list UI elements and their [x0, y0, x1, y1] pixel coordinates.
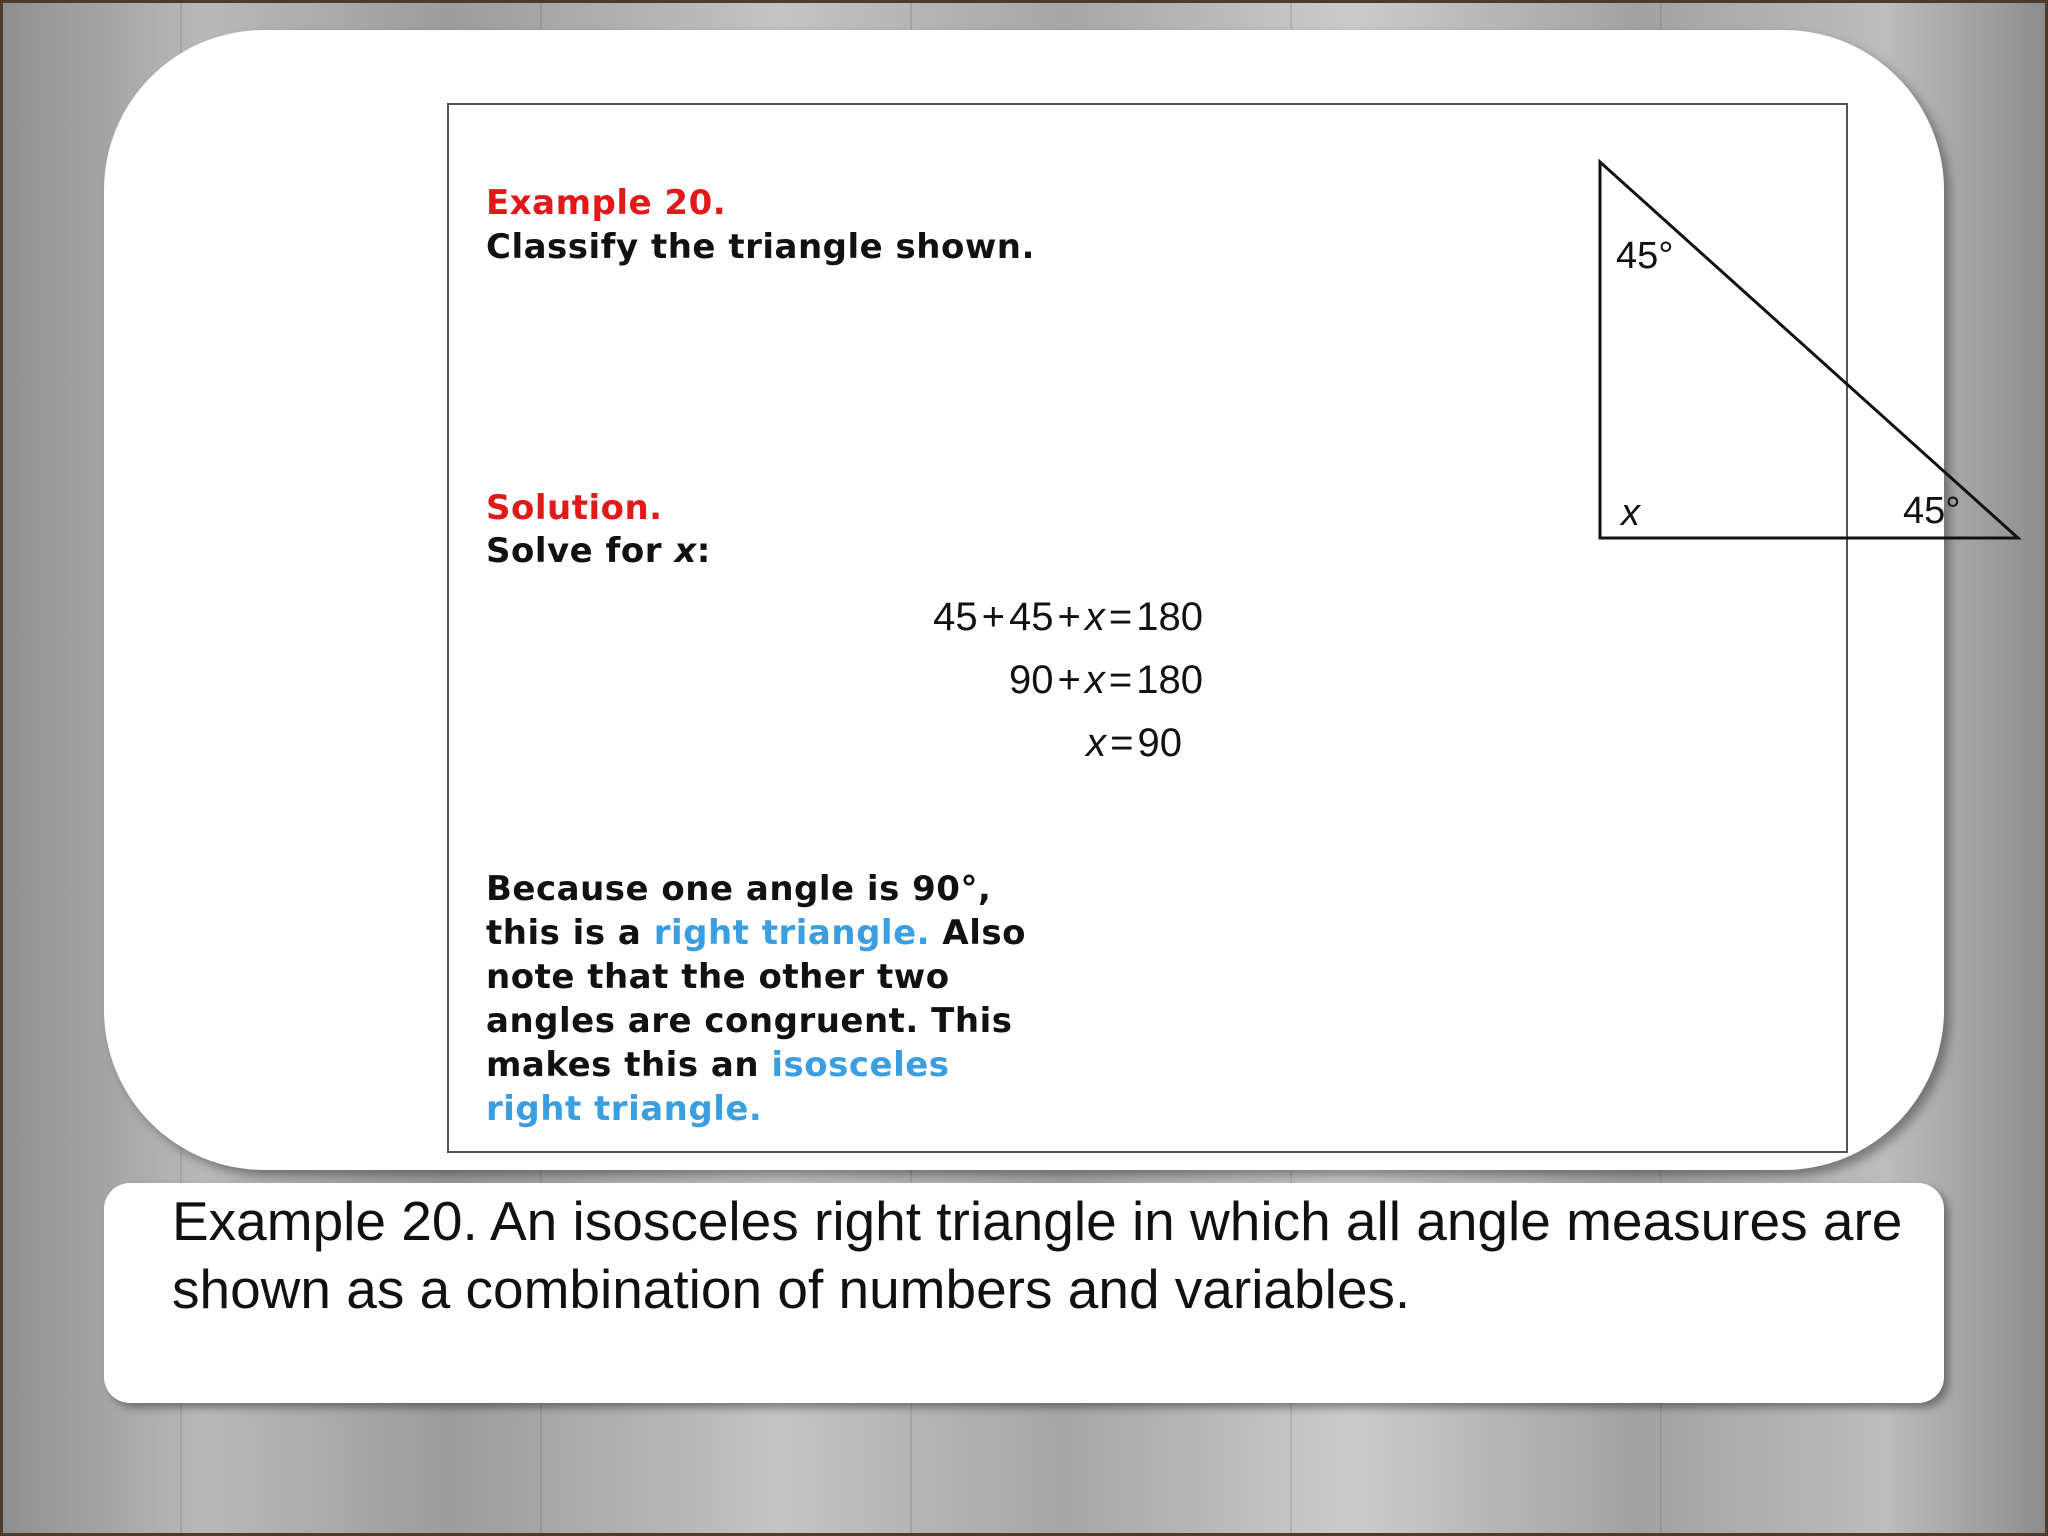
highlight-isosceles: isosceles: [771, 1045, 950, 1085]
slide-content: [447, 103, 1961, 1153]
triangle-diagram: [1249, 105, 1961, 585]
equation-line-2: [1009, 658, 1203, 703]
equation-operator: +: [1057, 658, 1081, 702]
solve-suffix: :: [696, 531, 711, 571]
explanation-text: this is a: [486, 913, 654, 953]
equation-variable: x: [1086, 721, 1107, 765]
equation-line-1: [933, 595, 1203, 640]
explanation-line: angles are congruent. This: [486, 1001, 1013, 1041]
slide-panel: [104, 30, 1961, 1170]
equation-term: 45: [933, 595, 978, 639]
explanation-line: [486, 1043, 1106, 1087]
equation-operator: +: [981, 595, 1006, 639]
equation-line-3: [1086, 721, 1182, 766]
example-heading: Example 20.: [486, 183, 727, 223]
triangle-shape: [1600, 162, 2018, 538]
equation-result: 90: [1137, 721, 1182, 765]
equation-term: 45: [1009, 595, 1054, 639]
solve-variable: x: [674, 531, 697, 571]
problem-prompt: Classify the triangle shown.: [486, 227, 1035, 267]
explanation-text: makes this an: [486, 1045, 772, 1085]
highlight-right-triangle-2: right triangle.: [486, 1089, 763, 1129]
solve-instruction: [486, 529, 711, 573]
top-angle-label: 45°: [1616, 235, 1674, 277]
explanation-line: note that the other two: [486, 957, 950, 997]
explanation-line: [486, 911, 1106, 955]
explanation-line: Because one angle is 90°,: [486, 869, 992, 909]
solve-prefix: Solve for: [486, 531, 675, 571]
caption-box: [104, 1183, 1944, 1403]
equals-sign: =: [1110, 721, 1134, 765]
right-angle-label: x: [1621, 492, 1640, 534]
explanation-paragraph: [486, 867, 1106, 1131]
equation-result: 180: [1136, 595, 1203, 639]
caption-text: Example 20. An isosceles right triangle in which all angle measures are shown as a combination of numbers and variables.: [172, 1190, 1903, 1320]
bottom-right-angle-label: 45°: [1903, 490, 1961, 532]
equation-variable: x: [1084, 595, 1105, 639]
highlight-right-triangle: right triangle.: [653, 913, 931, 953]
solution-heading: Solution.: [486, 488, 663, 528]
equation-result: 180: [1136, 658, 1203, 702]
equals-sign: =: [1108, 595, 1133, 639]
equation-operator: +: [1057, 595, 1081, 639]
explanation-text: Also: [930, 913, 1026, 953]
equation-variable: x: [1084, 658, 1105, 702]
equals-sign: =: [1108, 658, 1133, 702]
equation-term: 90: [1009, 658, 1054, 702]
